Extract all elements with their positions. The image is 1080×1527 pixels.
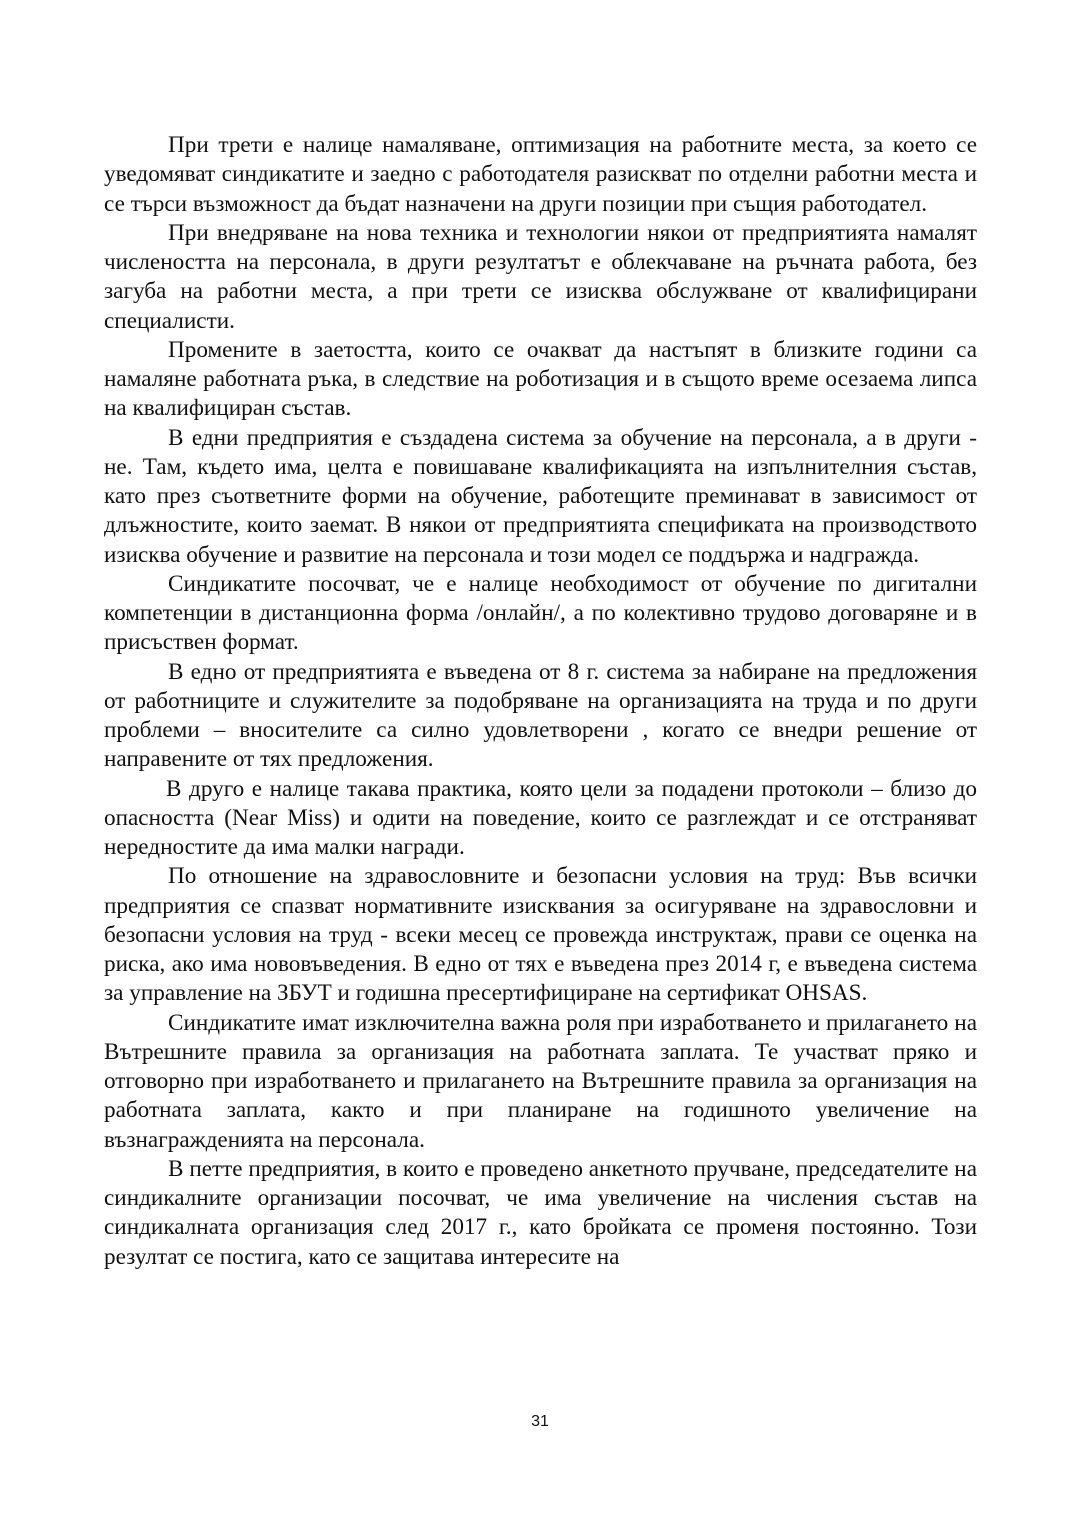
- paragraph: В едно от предприятията е въведена от 8 г. система за набиране на предложения от работниците и служителите за подобряване на организацията на труда и по други проблеми – вносителите са силно удовлетворени , когато се внедри решение от направените от тях предложения.: [104, 658, 977, 773]
- page-number: 31: [531, 1413, 549, 1430]
- body-text: [104, 131, 977, 1272]
- paragraph: При трети е налице намаляване, оптимизация на работните места, за което се уведомяват синдикатите и заедно с работодателя разискват по отделни работни места и се търси възможност да бъдат назначени на други позиции при същия работодател.: [104, 132, 977, 217]
- paragraph: В едни предприятия е създадена система за обучение на персонала, а в други - не. Там, където има, целта е повишаване квалификацията на изпълнителния състав, като през съответните форми на обучение, работещите преминават в зависимост от длъжностите, които заемат. В някои от предприятията спецификата на производството изисква обучение и развитие на персонала и този модел се поддържа и надгражда.: [104, 424, 977, 568]
- paragraph: В друго е налице такава практика, която цели за подадени протоколи – близо до опасността (Near Miss) и одити на поведение, които се разглеждат и се отстраняват нередностите да има малки награди.: [104, 775, 977, 860]
- paragraph: Синдикатите имат изключителна важна роля при изработването и прилагането на Вътрешните правила за организация на работната заплата. Те участват пряко и отговорно при изработването и прилагането на Вътрешните правила за организация на работната заплата, както и при планиране на годишното увеличение на възнагражденията на персонала.: [104, 1009, 977, 1153]
- paragraph: В петте предприятия, в които е проведено анкетното пручване, председателите на синдикалните организации посочват, че има увеличение на числения състав на синдикалната организация след 2017 г., като бройката се променя постоянно. Този резултат се постига, като се защитава интересите на: [104, 1155, 977, 1270]
- paragraph: При внедряване на нова техника и технологии някои от предприятията намалят числеността на персонала, в други резултатът е облекчаване на ръчната работа, без загуба на работни места, а при трети се изисква обслужване от квалифицирани специалисти.: [104, 219, 977, 334]
- paragraph: Промените в заетостта, които се очакват да настъпят в близките години са намаляне работната ръка, в следствие на роботизация и в същото време осезаема липса на квалифициран състав.: [104, 336, 977, 422]
- paragraph: Синдикатите посочват, че е налице необходимост от обучение по дигитални компетенции в дистанционна форма /онлайн/, а по колективно трудово договаряне и в присъствен формат.: [104, 570, 977, 656]
- paragraph: По отношение на здравословните и безопасни условия на труд: Във всички предприятия се спазват нормативните изисквания за осигуряване на здравословни и безопасни условия на труд - всеки месец се провежда инструктаж, прави се оценка на риска, ако има нововъведения. В едно от тях е въведена през 2014 г, е въведена система за управление на ЗБУТ и годишна пресертифициране на сертификат OHSAS.: [104, 863, 977, 1007]
